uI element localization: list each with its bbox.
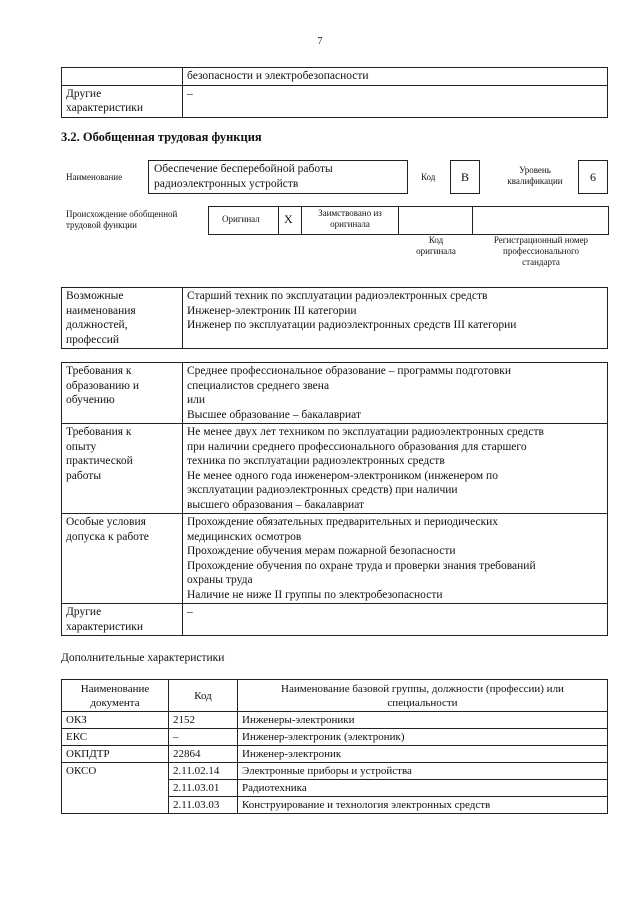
function-name-box xyxy=(148,160,408,194)
row-name: Инженер-электроник xyxy=(238,746,608,763)
cont-row1-label xyxy=(62,68,183,86)
header-line: документа xyxy=(90,696,140,709)
row-code: 22864 xyxy=(169,746,238,763)
divider xyxy=(301,206,302,234)
req-label xyxy=(62,604,183,636)
req-line: Наличие не ниже II группы по электробезопасности xyxy=(187,588,443,601)
cont-row1-value: безопасности и электробезопасности xyxy=(183,68,608,86)
header-line: специальности xyxy=(387,696,458,709)
table-row xyxy=(62,712,608,729)
req-line: Прохождение обязательных предварительных и периодических xyxy=(187,516,499,528)
label-line: образованию и xyxy=(66,379,139,392)
row-code: 2.11.03.03 xyxy=(169,797,238,814)
header-doc xyxy=(62,680,169,712)
label-line: профессий xyxy=(66,333,120,346)
code-original-caption xyxy=(400,235,472,257)
row-doc: ОКЗ xyxy=(62,712,169,729)
label-line: Требования к xyxy=(66,365,132,377)
page-number: 7 xyxy=(317,36,323,47)
label-line: опыту xyxy=(66,440,97,453)
table-row xyxy=(62,729,608,746)
continuation-table xyxy=(61,67,608,118)
table-row xyxy=(62,746,608,763)
label-line: работы xyxy=(66,469,102,482)
function-name-line2: радиоэлектронных устройств xyxy=(154,177,299,190)
requirements-table xyxy=(61,362,608,636)
code-caption-line1: Код xyxy=(428,235,444,245)
label-line: обучению xyxy=(66,394,115,406)
req-value xyxy=(183,604,608,636)
row-code: 2.11.03.01 xyxy=(169,780,238,797)
req-line: – xyxy=(187,606,193,618)
req-education-row xyxy=(62,363,608,424)
label-line: Требования к xyxy=(66,426,132,438)
req-special-row xyxy=(62,514,608,604)
req-label xyxy=(62,514,183,604)
req-value xyxy=(183,363,608,424)
level-label-line2: квалификации xyxy=(507,176,563,186)
origin-label-line2: трудовой функции xyxy=(66,220,137,230)
req-line: Прохождение обучения по охране труда и проверки знания требований xyxy=(187,559,536,572)
reg-caption-line2: профессионального xyxy=(503,246,579,256)
row-name: Инженер-электроник (электроник) xyxy=(238,729,608,746)
original-mark: X xyxy=(284,212,293,226)
additional-title: Дополнительные характеристики xyxy=(61,652,225,664)
req-line: охраны труда xyxy=(187,574,253,586)
req-label xyxy=(62,424,183,514)
origin-label-line1: Происхождение обобщенной xyxy=(66,209,178,219)
row-doc: ЕКС xyxy=(62,729,169,746)
function-name-line1: Обеспечение бесперебойной работы xyxy=(154,163,333,175)
req-line: высшего образования – бакалавриат xyxy=(187,498,365,511)
reg-caption-line1: Регистрационный номер xyxy=(493,235,589,245)
req-line: Не менее одного года инженером-электроником (инженером по xyxy=(187,469,498,482)
req-line: Прохождение обучения мерам пожарной безопасности xyxy=(187,545,456,557)
position-item: Инженер-электроник III категории xyxy=(187,304,357,317)
additional-table xyxy=(61,679,608,814)
row-code: 2.11.02.14 xyxy=(169,763,238,780)
req-line: специалистов среднего звена xyxy=(187,379,330,392)
reg-number-caption xyxy=(476,235,606,268)
code-caption-line2: оригинала xyxy=(416,246,456,256)
cont-row2-value: – xyxy=(183,85,608,117)
position-item: Старший техник по эксплуатации радиоэлектронных средств xyxy=(187,290,488,302)
header-line: Наименование базовой группы, должности (профессии) или xyxy=(281,682,564,695)
row-name: Электронные приборы и устройства xyxy=(238,763,608,780)
divider xyxy=(472,206,473,234)
header-name xyxy=(238,680,608,712)
req-line: или xyxy=(187,394,206,406)
label-line: допуска к работе xyxy=(66,530,149,543)
reg-caption-line3: стандарта xyxy=(522,257,560,267)
borrowed-line2: оригинала xyxy=(330,219,370,229)
req-line: техника по эксплуатации радиоэлектронных средств xyxy=(187,455,445,467)
req-label xyxy=(62,363,183,424)
row-name: Конструирование и технология электронных средств xyxy=(238,797,608,814)
positions-label xyxy=(62,288,183,349)
label-line: Другие xyxy=(66,606,102,618)
level-label-line1: Уровень xyxy=(519,165,551,175)
req-line: эксплуатации радиоэлектронных средств) при наличии xyxy=(187,484,458,496)
table-row xyxy=(62,763,608,780)
section-heading: 3.2. Обобщенная трудовая функция xyxy=(61,130,262,144)
row-code: – xyxy=(169,729,238,746)
origin-label xyxy=(66,209,206,231)
header-line: Наименование xyxy=(80,682,150,695)
divider xyxy=(398,206,399,234)
code-label: Код xyxy=(421,172,436,182)
req-line: медицинских осмотров xyxy=(187,530,302,543)
label-line: Возможные xyxy=(66,290,124,302)
borrowed-label xyxy=(303,208,397,230)
header-code: Код xyxy=(169,680,238,712)
level-value: 6 xyxy=(578,160,608,194)
label-line: характеристики xyxy=(66,620,144,633)
code-value: B xyxy=(450,160,480,194)
level-label xyxy=(498,165,572,187)
positions-values xyxy=(183,288,608,349)
row-name: Инженеры-электроники xyxy=(238,712,608,729)
name-label: Наименование xyxy=(66,172,123,182)
cont-row2-label: Другие характеристики xyxy=(62,85,183,117)
req-other-row xyxy=(62,604,608,636)
borrowed-line1: Заимствовано из xyxy=(318,208,382,218)
positions-table xyxy=(61,287,608,349)
label-line: Особые условия xyxy=(66,516,146,528)
additional-header-row xyxy=(62,680,608,712)
row-doc: ОКПДТР xyxy=(62,746,169,763)
req-value xyxy=(183,514,608,604)
divider xyxy=(278,206,279,234)
label-line: наименования xyxy=(66,304,136,317)
req-line: Среднее профессиональное образование – программы подготовки xyxy=(187,365,512,377)
position-item: Инженер по эксплуатации радиоэлектронных средств III категории xyxy=(187,319,517,331)
row-doc: ОКСО xyxy=(62,763,169,814)
req-line: Высшее образование – бакалавриат xyxy=(187,408,361,421)
req-experience-row xyxy=(62,424,608,514)
original-label: Оригинал xyxy=(222,214,260,224)
row-name: Радиотехника xyxy=(238,780,608,797)
req-line: Не менее двух лет техником по эксплуатации радиоэлектронных средств xyxy=(187,426,544,438)
req-value xyxy=(183,424,608,514)
label-line: должностей, xyxy=(66,319,128,331)
req-line: при наличии среднего профессионального образования для старшего xyxy=(187,440,527,453)
label-line: практической xyxy=(66,455,133,467)
row-code: 2152 xyxy=(169,712,238,729)
origin-row xyxy=(208,206,609,235)
